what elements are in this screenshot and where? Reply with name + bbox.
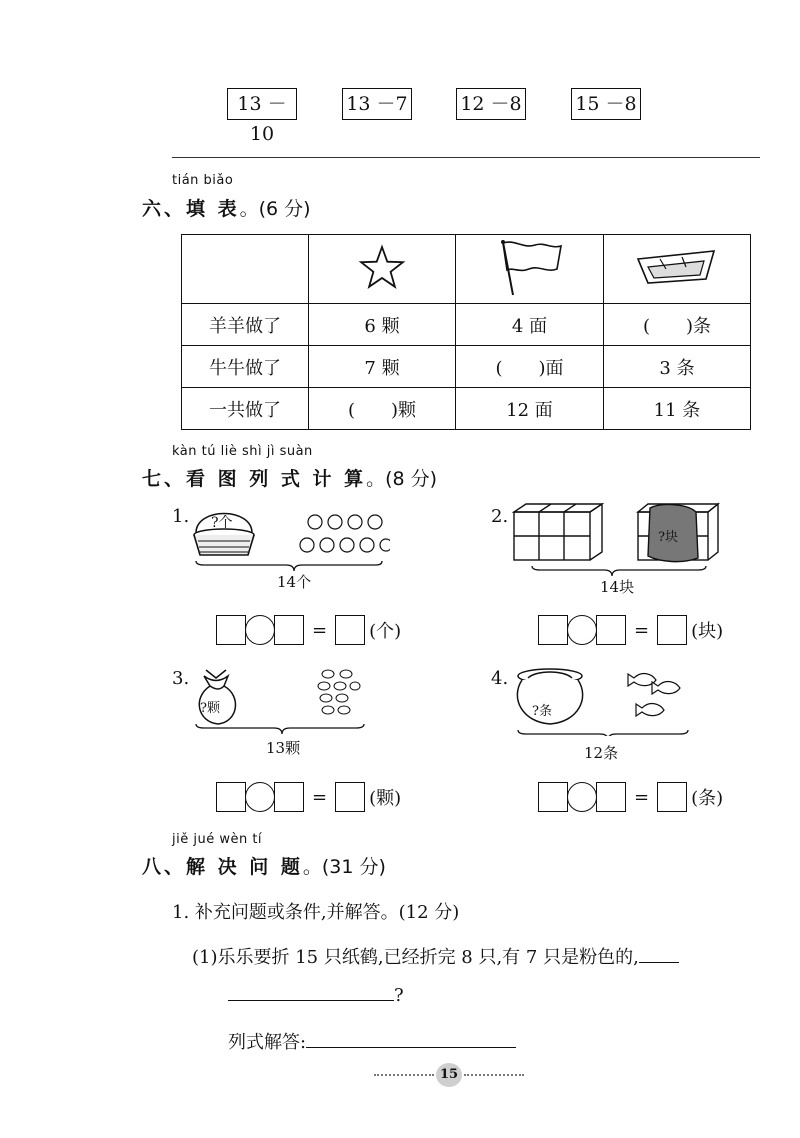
- answer-box[interactable]: [335, 615, 365, 645]
- question-1-prompt: 1. 补充问题或条件,并解答。(12 分): [172, 902, 460, 923]
- equation-row-2: [538, 614, 723, 646]
- section8-heading: [142, 852, 386, 879]
- problem4-total: 12条: [584, 744, 619, 762]
- problem1-number: 1.: [172, 506, 190, 527]
- cubes-figure: [512, 500, 722, 578]
- footer-dots-right: [464, 1074, 524, 1076]
- answer-blank[interactable]: [306, 1047, 516, 1048]
- problem4-number: 4.: [491, 668, 509, 689]
- footer-dots-left: [374, 1074, 434, 1076]
- answer-line: [228, 1028, 516, 1054]
- table-cell: 7 颗: [309, 346, 456, 388]
- covered-cube-block-icon: [638, 504, 718, 562]
- table-cell: 4 面: [456, 304, 604, 346]
- candy-icons: [318, 670, 360, 714]
- problem1-total: 14个: [277, 573, 312, 591]
- section8-title: 八、解 决 问 题: [142, 856, 303, 878]
- table-row: [182, 346, 751, 388]
- operator-circle[interactable]: [245, 782, 275, 812]
- problem2-total: 14块: [600, 578, 635, 596]
- answer-box[interactable]: [274, 615, 304, 645]
- answer-box[interactable]: [274, 782, 304, 812]
- table-header-row: [182, 235, 751, 304]
- apple-icons: [300, 515, 390, 552]
- cube-block-icon: [514, 504, 602, 560]
- table-cell-blank[interactable]: ( )面: [456, 346, 604, 388]
- answer-box[interactable]: [596, 615, 626, 645]
- table-corner-cell: [182, 235, 309, 304]
- table-cell-blank[interactable]: ( )颗: [309, 388, 456, 430]
- question-1-1-text: [192, 943, 679, 969]
- section7-heading: [142, 464, 437, 491]
- row-label: 羊羊做了: [182, 304, 309, 346]
- section7-title: 七、看 图 列 式 计 算: [142, 468, 367, 490]
- flag-header-cell: [456, 235, 604, 304]
- flag-icon: [495, 237, 565, 297]
- section8-points: 。(31 分): [302, 856, 386, 878]
- expression-box-1: 13 －10: [227, 88, 297, 120]
- divider-line: [172, 157, 760, 158]
- section6-title: 六、填 表: [142, 198, 240, 220]
- answer-box[interactable]: [538, 615, 568, 645]
- problem3-total: 13颗: [266, 739, 301, 757]
- expression-box-4: 15 －8: [571, 88, 641, 120]
- row-label: 一共做了: [182, 388, 309, 430]
- answer-box[interactable]: [657, 615, 687, 645]
- problem2-hidden-label: ?块: [658, 530, 678, 545]
- operator-circle[interactable]: [567, 782, 597, 812]
- section8-pinyin: jiě jué wèn tí: [172, 832, 263, 847]
- answer-blank[interactable]: [228, 1000, 394, 1001]
- unit-label: (条): [691, 788, 724, 809]
- table-cell: 11 条: [604, 388, 751, 430]
- problem2-number: 2.: [491, 506, 509, 527]
- equals-sign: =: [634, 786, 650, 808]
- equation-row-3: [216, 781, 401, 813]
- answer-box[interactable]: [216, 615, 246, 645]
- unit-label: (个): [369, 621, 402, 642]
- section7-points: 。(8 分): [366, 468, 438, 490]
- equals-sign: =: [634, 619, 650, 641]
- problem3-number: 3.: [172, 668, 190, 689]
- answer-box[interactable]: [596, 782, 626, 812]
- section6-points: 。(6 分): [239, 198, 311, 220]
- answer-blank[interactable]: [639, 962, 679, 963]
- equation-row-4: [538, 781, 723, 813]
- problem4-hidden-label: ?条: [532, 704, 552, 719]
- table-cell: 12 面: [456, 388, 604, 430]
- question-1-1-stem: (1)乐乐要折 15 只纸鹤,已经折完 8 只,有 7 只是粉色的,: [192, 947, 639, 968]
- boat-header-cell: [604, 235, 751, 304]
- answer-box[interactable]: [335, 782, 365, 812]
- equation-row-1: [216, 614, 401, 646]
- table-row: [182, 388, 751, 430]
- fish-icons: [628, 674, 680, 716]
- table-cell: 6 颗: [309, 304, 456, 346]
- unit-label: (颗): [369, 788, 402, 809]
- answer-box[interactable]: [657, 782, 687, 812]
- operator-circle[interactable]: [567, 615, 597, 645]
- question-line-2: [228, 985, 404, 1006]
- row-label: 牛牛做了: [182, 346, 309, 388]
- answer-box[interactable]: [216, 782, 246, 812]
- problem1-hidden-label: ?个: [211, 515, 233, 531]
- operator-circle[interactable]: [245, 615, 275, 645]
- expression-box-2: 13 －7: [342, 88, 412, 120]
- unit-label: (块): [691, 621, 724, 642]
- star-icon: [358, 244, 406, 290]
- answer-box[interactable]: [538, 782, 568, 812]
- answer-label: 列式解答:: [228, 1032, 307, 1053]
- section6-heading: [142, 194, 311, 221]
- star-header-cell: [309, 235, 456, 304]
- table-cell: 3 条: [604, 346, 751, 388]
- problem3-hidden-label: ?颗: [200, 701, 220, 716]
- question-mark: ?: [394, 985, 404, 1006]
- page-number: 15: [436, 1063, 462, 1087]
- paper-boat-icon: [634, 245, 720, 289]
- fill-table: [181, 234, 751, 430]
- section6-pinyin: tián biǎo: [172, 173, 234, 188]
- expression-box-3: 12 －8: [456, 88, 526, 120]
- table-cell-blank[interactable]: ( )条: [604, 304, 751, 346]
- table-row: [182, 304, 751, 346]
- equals-sign: =: [312, 786, 328, 808]
- equals-sign: =: [312, 619, 328, 641]
- section7-pinyin: kàn tú liè shì jì suàn: [172, 444, 313, 459]
